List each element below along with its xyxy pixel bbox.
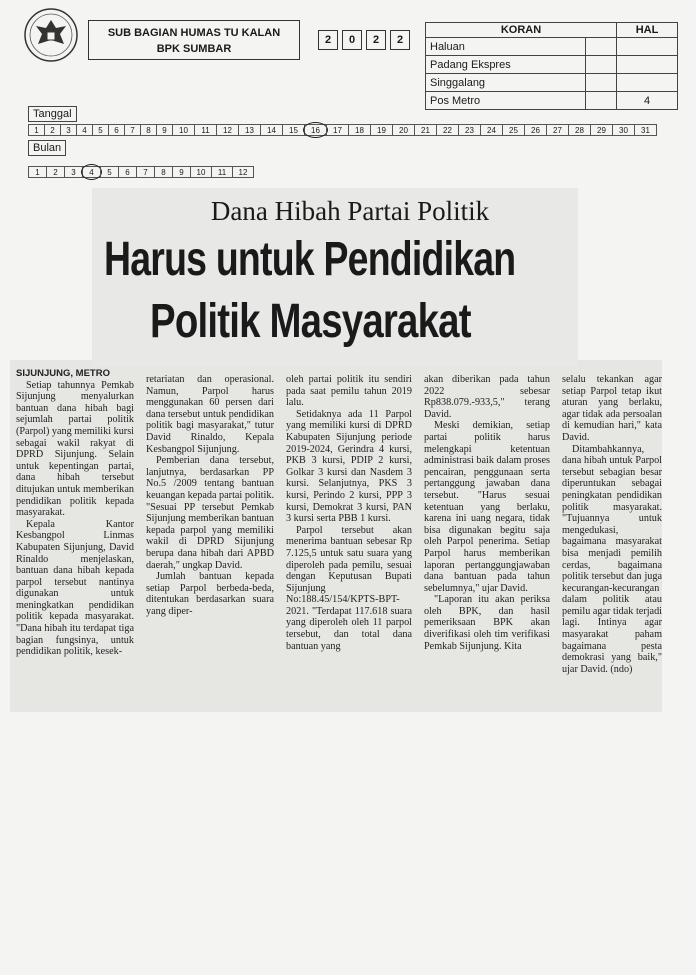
date-cell: 2 bbox=[46, 166, 65, 178]
date-cell: 11 bbox=[211, 166, 233, 178]
date-cell: 10 bbox=[172, 124, 195, 136]
paragraph: "Laporan itu akan periksa oleh BPK, dan hasil pemeriksaan BPK akan diverifikasi oleh tim verifikasi Pemkab Sijunjung. Kita bbox=[424, 594, 550, 652]
date-cell: 9 bbox=[172, 166, 191, 178]
bulan-label: Bulan bbox=[28, 140, 66, 156]
date-cell: 10 bbox=[190, 166, 212, 178]
table-row bbox=[426, 92, 678, 110]
paragraph: Parpol tersebut akan menerima bantuan sebesar Rp 7.125,5 untuk satu suara yang diperoleh pada pemilu, sesuai dengan Keputusan Bupati Sijunjung No:188.45/154/KPTS-BPT-2021. "Terdapat 117.618 suara yang diperoleh oleh 11 parpol tersebut, dan total dana bantuan yang bbox=[286, 524, 412, 652]
paragraph: selalu tekankan agar setiap Parpol tetap ikut aturan yang berlaku, agar tidak ada persoalan di kemudian hari," kata David. bbox=[562, 374, 662, 443]
date-cell: 1 bbox=[28, 124, 45, 136]
date-cell: 22 bbox=[436, 124, 459, 136]
article-column-1 bbox=[16, 368, 134, 658]
article-kicker: Dana Hibah Partai Politik bbox=[210, 196, 490, 226]
date-cell: 5 bbox=[92, 124, 109, 136]
date-cell: 7 bbox=[136, 166, 155, 178]
date-cell: 12 bbox=[216, 124, 239, 136]
date-cell: 19 bbox=[370, 124, 393, 136]
year-digit: 2 bbox=[390, 30, 410, 50]
page-number bbox=[617, 38, 678, 56]
office-line2: BPK SUMBAR bbox=[156, 43, 232, 55]
date-cell: 16 bbox=[304, 124, 327, 136]
date-cell: 4 bbox=[76, 124, 93, 136]
paragraph: oleh partai politik itu sendiri pada saat pemilu tahun 2019 lalu. bbox=[286, 374, 412, 409]
date-cell: 14 bbox=[260, 124, 283, 136]
date-cell: 7 bbox=[124, 124, 141, 136]
year-boxes bbox=[318, 30, 414, 50]
paragraph: Kepala Kantor Kesbangpol Linmas Kabupaten Sijunjung, David Rinaldo menjelaskan, bantuan dana hibah kepada parpol tersebut nantinya digunakan untuk meningkatkan pendidikan politik kepada masyarakat. "Dana hibah itu terdapat tiga bagian fungsinya, untuk pendidikan politik, kesek- bbox=[16, 518, 134, 658]
month-row bbox=[28, 166, 253, 178]
paragraph: akan diberikan pada tahun 2022 sebesar Rp838.079.-933,5," terang David. bbox=[424, 374, 550, 420]
date-cell: 24 bbox=[480, 124, 503, 136]
headline-line1: Harus untuk Pendidikan bbox=[104, 233, 516, 286]
date-cell: 23 bbox=[458, 124, 481, 136]
newspaper-name: Padang Ekspres bbox=[426, 56, 586, 74]
paragraph: Setiap tahunnya Pemkab Sijunjung menyalurkan bantuan dana hibah bagi sejumlah partai politik (Parpol) yang memiliki kursi sebagai wakil rakyat di DPRD Sijunjung. Selain untuk kepentingan partai, dana hibah tersebut ditujukan untuk memberikan pendidikan politik kepada masyarakat. bbox=[16, 379, 134, 519]
date-cell: 9 bbox=[156, 124, 173, 136]
paragraph: retariatan dan operasional. Namun, Parpol harus menggunakan 60 persen dari dana tersebut untuk pendidikan politik bagi masyarakat," tutur David Rinaldo, Kepala Kesbangpol Sijunjung. bbox=[146, 374, 274, 455]
table-row bbox=[426, 56, 678, 74]
table-row bbox=[426, 38, 678, 56]
newspaper-name: Pos Metro bbox=[426, 92, 586, 110]
table-row bbox=[426, 74, 678, 92]
paragraph: Ditambahkannya, dana hibah untuk Parpol tersebut sebagian besar diperuntukan sebagai peningkatan pendidikan politik masyarakat. "Tujuannya untuk mengedukasi, bagaimana masyarakat bisa menjadi pemilih cerdas, bagaimana politik tersebut dan juga kecurangan-kecurangan dalam politik atau pemilu agar tidak terjadi lagi. Intinya agar masyarakat paham bagaimana pesta demokrasi yang baik," ujar David. (ndo) bbox=[562, 443, 662, 675]
page-header: HAL bbox=[617, 23, 678, 38]
article-column-5 bbox=[562, 374, 662, 675]
year-digit: 2 bbox=[318, 30, 338, 50]
page-number: 4 bbox=[617, 92, 678, 110]
date-cell: 29 bbox=[590, 124, 613, 136]
date-cell: 5 bbox=[100, 166, 119, 178]
page-number bbox=[617, 74, 678, 92]
paragraph: Setidaknya ada 11 Parpol yang memiliki kursi di DPRD Kabupaten Sijunjung periode 2019-2024, Gerindra 4 kursi, PKB 3 kursi, PDIP 2 kursi, Golkar 3 kursi dan Nasdem 3 kursi. Selanjutnya, PKS 3 kursi, Perindo 2 kursi, PPP 3 kursi, Demokrat 3 kursi, PAN 3 kursi serta PBB 1 kursi. bbox=[286, 408, 412, 525]
koran-header: KORAN bbox=[426, 23, 617, 38]
date-cell: 3 bbox=[64, 166, 83, 178]
date-cell: 3 bbox=[60, 124, 77, 136]
day-row bbox=[28, 124, 656, 136]
date-cell: 20 bbox=[392, 124, 415, 136]
date-cell: 11 bbox=[194, 124, 217, 136]
date-cell: 25 bbox=[502, 124, 525, 136]
date-cell: 21 bbox=[414, 124, 437, 136]
article-column-2 bbox=[146, 374, 274, 617]
headline-line2: Politik Masyarakat bbox=[150, 295, 471, 348]
year-digit: 0 bbox=[342, 30, 362, 50]
date-cell: 1 bbox=[28, 166, 47, 178]
article-column-4 bbox=[424, 374, 550, 652]
date-cell: 17 bbox=[326, 124, 349, 136]
date-cell: 28 bbox=[568, 124, 591, 136]
garuda-emblem-logo bbox=[20, 6, 82, 64]
newspaper-table bbox=[425, 22, 678, 110]
date-cell: 31 bbox=[634, 124, 657, 136]
date-cell: 4 bbox=[82, 166, 101, 178]
newspaper-name: Singgalang bbox=[426, 74, 586, 92]
date-cell: 6 bbox=[118, 166, 137, 178]
date-cell: 26 bbox=[524, 124, 547, 136]
office-box bbox=[88, 20, 300, 60]
date-cell: 8 bbox=[154, 166, 173, 178]
tanggal-label: Tanggal bbox=[28, 106, 77, 122]
year-digit: 2 bbox=[366, 30, 386, 50]
date-cell: 12 bbox=[232, 166, 254, 178]
date-cell: 8 bbox=[140, 124, 157, 136]
date-cell: 15 bbox=[282, 124, 305, 136]
date-cell: 6 bbox=[108, 124, 125, 136]
paragraph: Meski demikian, setiap partai politik harus melengkapi ketentuan administrasi baik dalam proses pencairan, penggunaan serta pertanggung jawaban dana tersebut. "Harus sesuai ketentuan yang berlaku, karena ini uang negara, tidak bisa digunakan begitu saja oleh Parpol penerima. Setiap Parpol harus memberikan laporan pertanggungjawaban dana bantuan pada tahun sebelumnya," ujar David. bbox=[424, 420, 550, 594]
paragraph: Pemberian dana tersebut, lanjutnya, berdasarkan PP No.5 /2009 tentang bantuan keuangan kepada partai politik. "Sesuai PP tersebut Pemkab Sijunjung memberikan bantuan kepada parpol yang memiliki wakil di DPRD Sijunjung berupa dana hibah dari APBD daerah," ungkap David. bbox=[146, 455, 274, 571]
page-number bbox=[617, 56, 678, 74]
date-cell: 27 bbox=[546, 124, 569, 136]
date-cell: 30 bbox=[612, 124, 635, 136]
dateline: SIJUNJUNG, METRO bbox=[16, 368, 110, 379]
date-cell: 18 bbox=[348, 124, 371, 136]
paragraph: Jumlah bantuan kepada setiap Parpol berbeda-beda, ditentukan berdasarkan suara yang diper- bbox=[146, 571, 274, 617]
newspaper-name: Haluan bbox=[426, 38, 586, 56]
date-cell: 13 bbox=[238, 124, 261, 136]
date-cell: 2 bbox=[44, 124, 61, 136]
office-line1: SUB BAGIAN HUMAS TU KALAN bbox=[107, 27, 281, 39]
article-column-3 bbox=[286, 374, 412, 652]
